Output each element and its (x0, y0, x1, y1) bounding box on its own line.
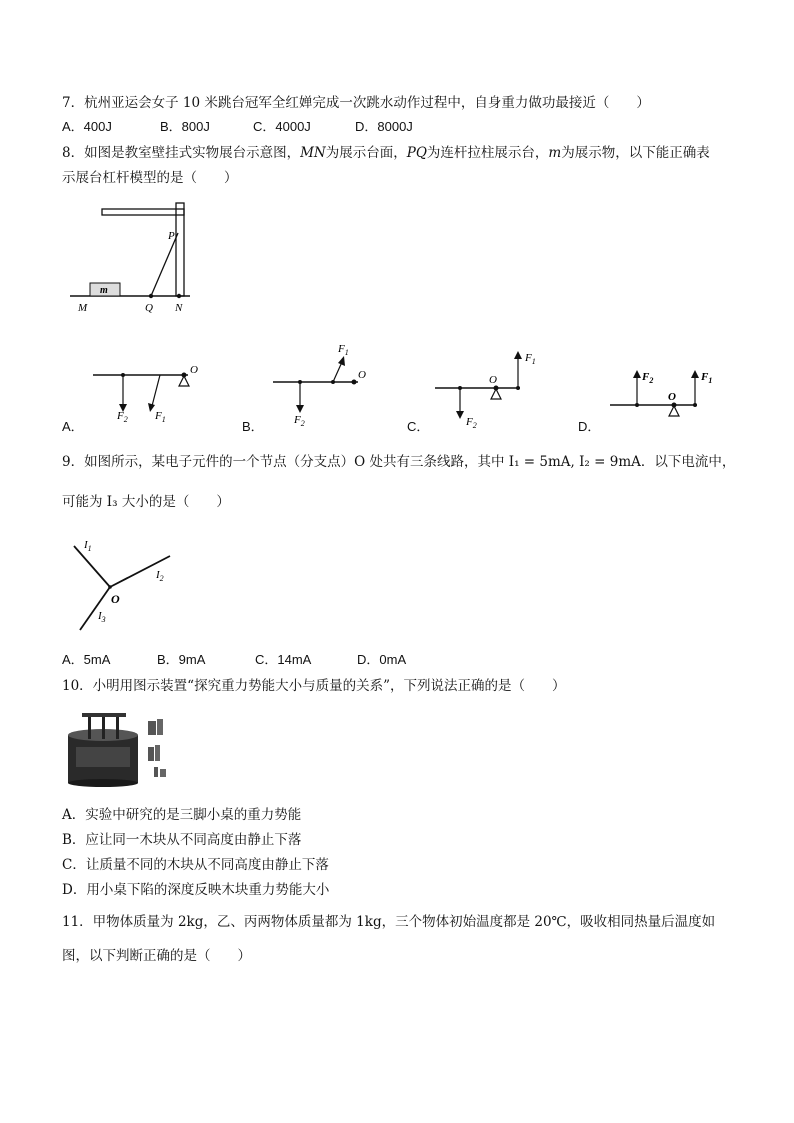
svg-text:I3: $I_3$ (98, 610, 106, 624)
svg-text:F1: $F_1$ (525, 352, 536, 366)
svg-text:P: P (168, 230, 175, 242)
svg-text:Q: Q (145, 302, 153, 314)
q10-stem: 10．小明用图示装置“探究重力势能大小与质量的关系”，下列说法正确的是（ ） (62, 678, 566, 694)
q8-option-d-letter: D． (578, 419, 601, 434)
q11-stem-line2: 图，以下判断正确的是（ ） (62, 948, 251, 964)
svg-text:F1: $F_1$ (701, 371, 713, 385)
q8-option-b-lever-diagram (268, 338, 378, 428)
svg-text:O: O (111, 592, 120, 606)
q7-option-b: B．800J (160, 119, 210, 134)
q10-apparatus-photo (62, 703, 172, 787)
q7-option-c: C．4000J (253, 119, 311, 134)
q9-node-figure (62, 530, 182, 635)
q9-option-d: D．0mA (357, 652, 407, 667)
q10-option-c: C．让质量不同的木块从不同高度由静止下落 (62, 857, 329, 873)
q9-option-c: C．14mA (255, 652, 312, 667)
svg-text:O: O (668, 391, 676, 403)
svg-text:M: M (78, 302, 88, 314)
q8-option-c-lever-diagram (430, 345, 550, 430)
q9-option-a: A．5mA (62, 652, 111, 667)
q8-option-a-lever-diagram (88, 355, 218, 430)
svg-text:F2: $F_2$ (294, 414, 305, 428)
svg-text:I2: $I_2$ (156, 569, 164, 583)
svg-text:O: O (489, 374, 497, 386)
q9-stem-line2: 可能为 I₃ 大小的是（ ） (62, 494, 230, 510)
q9-option-b: B．9mA (157, 652, 206, 667)
q7-option-d: D．8000J (355, 119, 413, 134)
svg-text:O: O (358, 369, 366, 381)
svg-text:m: m (100, 285, 108, 296)
q8-stem-line2: 示展台杠杆模型的是（ ） (62, 170, 238, 186)
q10-option-d: D．用小桌下陷的深度反映木块重力势能大小 (62, 882, 330, 898)
q8-option-d-lever-diagram (605, 362, 735, 422)
q8-option-c-letter: C． (407, 419, 430, 434)
svg-text:F2: $F_2$ (642, 371, 654, 385)
q8-stem-line1: 8．如图是教室壁挂式实物展台示意图，MN为展示台面，PQ为连杆拉柱展示台，m为展示物，以下能正确表 (62, 145, 710, 161)
q9-stem-line1: 9．如图所示，某电子元件的一个节点（分支点）O 处共有三条线路，其中 I₁ = 5mA, I₂ = 9mA．以下电流中， (62, 454, 736, 470)
svg-text:F1: $F_1$ (155, 410, 166, 424)
q8-option-b-letter: B． (242, 419, 264, 434)
svg-text:F2: $F_2$ (117, 410, 128, 424)
q7-stem: 7．杭州亚运会女子 10 米跳台冠军全红婵完成一次跳水动作过程中，自身重力做功最接近（ ） (62, 95, 650, 111)
q8-option-a-letter: A． (62, 419, 84, 434)
svg-text:N: N (175, 302, 183, 314)
q10-option-a: A．实验中研究的是三脚小桌的重力势能 (62, 807, 302, 823)
svg-text:F2: $F_2$ (466, 416, 477, 430)
q8-display-stand-figure (60, 195, 200, 320)
q7-option-a: A．400J (62, 119, 112, 134)
q11-stem-line1: 11．甲物体质量为 2kg，乙、丙两物体质量都为 1kg，三个物体初始温度都是 20℃，吸收相同热量后温度如 (62, 914, 716, 930)
q10-option-b: B．应让同一木块从不同高度由静止下落 (62, 832, 302, 848)
svg-text:I1: $I_1$ (84, 539, 92, 553)
svg-text:O: O (190, 364, 198, 376)
svg-text:F1: $F_1$ (338, 343, 349, 357)
